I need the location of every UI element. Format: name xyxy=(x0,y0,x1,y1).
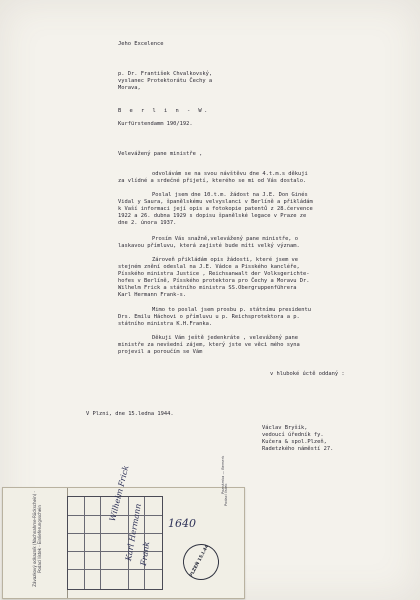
closing: v hluboké úctě oddaný : xyxy=(270,371,345,377)
paragraph-4-line: Wilhelm Frick a státního ministra SS.Obergruppenführera xyxy=(118,285,297,291)
paragraph-4-line: Karl Hermann Frank-s. xyxy=(118,292,187,298)
greeting: Velevážený pane ministře , xyxy=(118,151,203,157)
signature-line-3: Kučera & spol.Plzeň, xyxy=(262,439,327,445)
paragraph-5-line: státního ministra K.H.Franka. xyxy=(118,321,213,327)
handwritten-number: 1640 xyxy=(168,517,196,530)
paragraph-6-line: projevil a poroučím se Vám xyxy=(118,349,203,355)
recipient-line-2: vyslanec Protektorátu Čechy a xyxy=(118,78,213,84)
paragraph-6-line: ministře za nevšední zájem, který jste ve věci mého syna xyxy=(118,342,300,348)
recipient-line-1: p. Dr. František Chvalkovský, xyxy=(118,71,213,77)
paragraph-5-line: Mimo to poslal jsem prosbu p. státnímu presidentu xyxy=(152,307,312,313)
salutation-top: Jeho Excelence xyxy=(118,41,164,47)
paragraph-2-line: Poslal jsem dne 10.t.m. žádost na J.E. Don Ginés xyxy=(152,192,308,198)
paragraph-4-line: hofes v Berlíně, Písského protektora pro Čechy a Moravu Dr. xyxy=(118,278,310,284)
paragraph-5-line: Drs. Emilu Háchovi o přímluvu u p. Reichsprotektora a p. xyxy=(118,314,300,320)
paragraph-6-line: Děkuji Vám ještě jedenkráte , velevážený pane xyxy=(152,335,299,341)
signature-line-2: vedoucí úředník fy. xyxy=(262,432,324,438)
paragraph-4-line: Zároveň přikládám opis žádosti, které jsem ve xyxy=(152,257,299,263)
signature-line-1: Václav Bryšík, xyxy=(262,425,308,431)
handwritten-addressee-3: Frank xyxy=(139,541,152,567)
paragraph-4-line: stejném znění odeslal na J.E. Vádce a Pisského kancléře, xyxy=(118,264,300,270)
place-date: V Plzni, dne 15.ledna 1944. xyxy=(86,411,174,417)
paragraph-3-line: Prosím Vás snažně,velevážený pane ministře, o xyxy=(152,236,299,242)
paragraph-3-line: laskavou přímluvu, která zajisté bude míti velký význam. xyxy=(118,243,300,249)
recipient-street: Kurfürstendamm 190/192. xyxy=(118,121,193,127)
handwritten-addressee-2: Karl Hermann xyxy=(124,503,143,562)
recipient-line-3: Morava, xyxy=(118,85,141,91)
handwritten-addressee-1: Wilhelm Frick xyxy=(108,464,131,523)
paragraph-2-line: k Vaší informaci její opis a fotokopie patentů z 28.července xyxy=(118,206,313,212)
recipient-city: B e r l i n - W. xyxy=(118,108,210,114)
paragraph-2-line: dne 2. února 1937. xyxy=(118,220,177,226)
receipt-stamp-label: Podací lístek xyxy=(224,483,228,506)
paragraph-1-line: za vlídné a srdečné přijetí, kterého se mi od Vás dostalo. xyxy=(118,178,307,184)
receipt-note-label: Poznámka — Bemerk xyxy=(221,455,225,494)
receipt-side-panel xyxy=(3,488,68,598)
paragraph-4-line: Písského ministra Justice , Reichsanwalt der Volksgerichte- xyxy=(118,271,310,277)
postmark-text: PLZEŇ 15.I.44 xyxy=(189,544,211,579)
paragraph-2-line: 1922 a 26. dubna 1929 s dopisu španělské legace v Praze ze xyxy=(118,213,307,219)
receipt-side-text: Závazkový odkazník (Nachnahme-Rückschein) · Podací lístek · Einlieferungsschein xyxy=(32,491,42,587)
paragraph-1-line: odvolávám se na svou návštěvu dne 4.t.m.s děkuji xyxy=(152,171,308,177)
signature-line-4: Radetzkého náměstí 27. xyxy=(262,446,334,452)
paragraph-2-line: Vidal y Saura, španělskému velvyslanci v Berlíně a přikládám xyxy=(118,199,313,205)
